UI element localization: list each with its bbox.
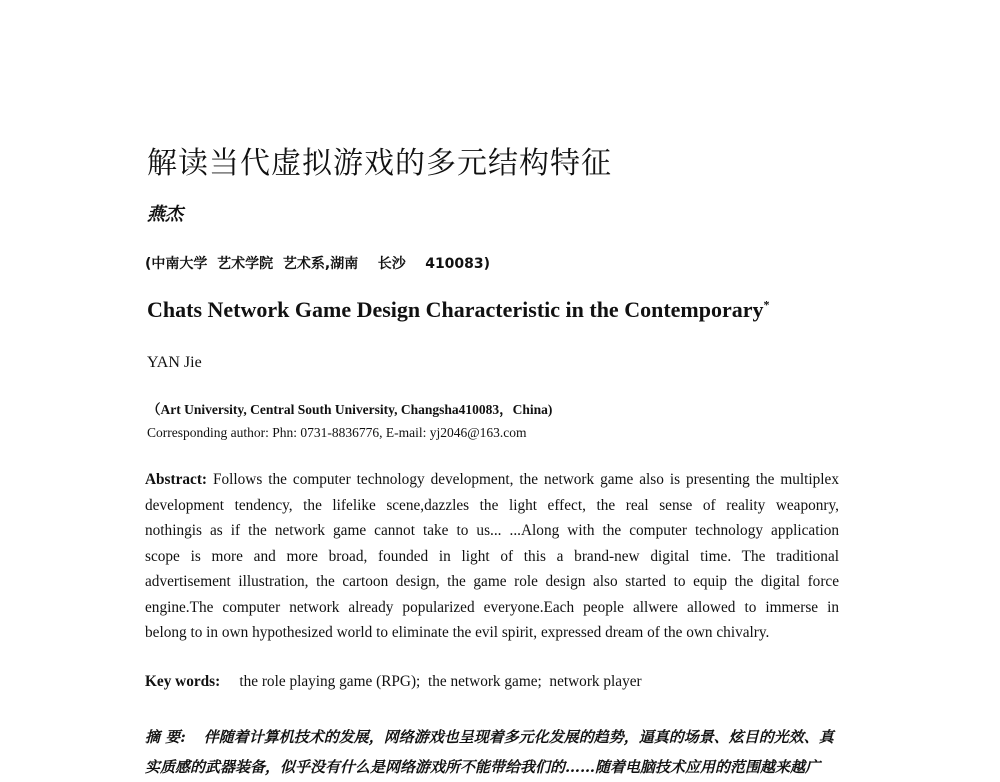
abstract-label: Abstract: <box>145 471 208 488</box>
keywords-text: the role playing game (RPG); the network game; network player <box>220 673 642 690</box>
chinese-author: 燕杰 <box>147 204 183 225</box>
english-title-text: Chats Network Game Design Characteristic in the Contemporary <box>147 297 764 322</box>
chinese-abstract-line: 实质感的武器装备，似乎没有什么是网络游戏所不能带给我们的……随着电脑技术应用的范围越来越广 <box>145 758 821 776</box>
abstract-line: nothingis as if the network game cannot take to us... ...Along with the computer technology application <box>145 522 839 539</box>
abstract-line: Abstract: Follows the computer technology development, the network game also is presenting the multiplex <box>145 471 839 488</box>
chinese-abstract <box>145 722 850 782</box>
abstract-line: development tendency, the lifelike scene,dazzles the light effect, the real sense of reality weaponry, <box>145 496 839 514</box>
chinese-title: 解读当代虚拟游戏的多元结构特征 <box>147 146 612 181</box>
corresponding-author: Corresponding author: Phn: 0731-8836776, E-mail: yj2046@163.com <box>147 425 527 440</box>
english-title <box>147 297 770 323</box>
keywords-label: Key words: <box>145 673 221 690</box>
chinese-affiliation: (中南大学 艺术学院 艺术系,湖南 长沙 410083) <box>145 256 491 272</box>
abstract-line: engine.The computer network already popularized everyone.Each people allwere allowed to immerse in <box>145 598 839 616</box>
english-affiliation: （Art University, Central South University, Changsha410083，China) <box>147 402 553 417</box>
abstract-line: belong to in own hypothesized world to eliminate the evil spirit, expressed dream of the own chivalry. <box>145 624 770 641</box>
chinese-abstract-label: 摘 要: <box>145 728 186 746</box>
abstract-line: scope is more and more broad, founded in light of this a brand-new digital time. The traditional <box>145 547 839 565</box>
title-footnote-mark: * <box>763 297 770 312</box>
abstract-line: advertisement illustration, the cartoon design, the game role design also started to equip the digital force <box>145 573 839 590</box>
chinese-abstract-line: 摘 要: 伴随着计算机技术的发展，网络游戏也呈现着多元化发展的趋势，逼真的场景、炫目的光效、真 <box>145 728 834 746</box>
abstract <box>145 467 839 646</box>
keywords <box>145 673 642 691</box>
english-author: YAN Jie <box>147 354 202 371</box>
